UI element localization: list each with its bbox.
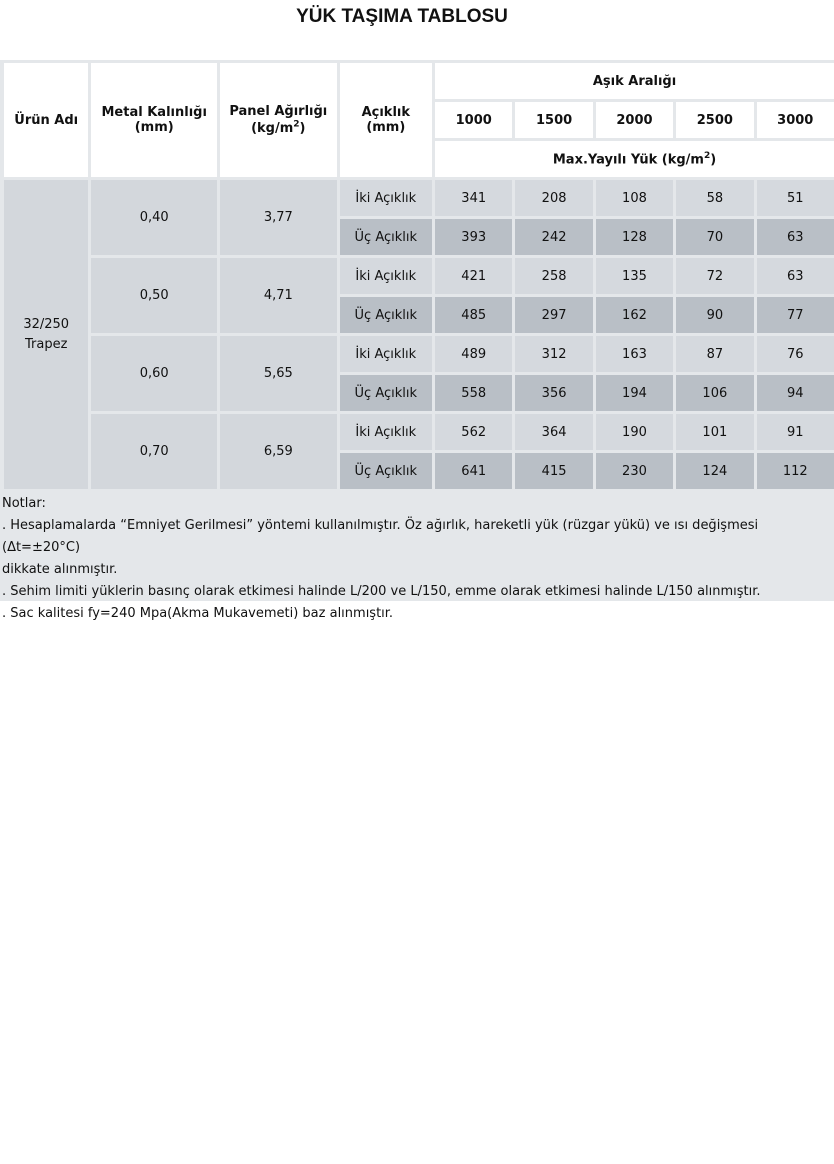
load-cell: 51: [757, 180, 834, 216]
header-panel-unit: $(kg/m^2)$: [251, 119, 306, 136]
product-name: 32/250 Trapez: [4, 180, 88, 489]
note-item: . Sac kalitesi fy=240 Mpa(Akma Mukavemeti) baz alınmıştır.: [2, 606, 394, 621]
span-type-cell: Üç Açıklık: [340, 219, 432, 255]
load-cell: 356: [515, 375, 592, 411]
load-table: [1, 60, 834, 492]
load-cell: 421: [435, 258, 512, 294]
span-type-cell: İki Açıklık: [340, 180, 432, 216]
load-cell: 393: [435, 219, 512, 255]
load-cell: 194: [596, 375, 673, 411]
load-cell: 163: [596, 336, 673, 372]
load-cell: 63: [757, 219, 834, 255]
page-title: YÜK TAŞIMA TABLOSU: [296, 6, 508, 27]
table-row: [4, 414, 834, 450]
header-span: [340, 63, 432, 177]
load-cell: 94: [757, 375, 834, 411]
note-item: dikkate alınmıştır.: [2, 562, 118, 577]
load-cell: 208: [515, 180, 592, 216]
table-row: [4, 180, 834, 216]
header-spacing-1500: 1500: [515, 102, 592, 138]
load-cell: 90: [676, 297, 753, 333]
notes-heading: Notlar:: [2, 496, 46, 511]
load-cell: 58: [676, 180, 753, 216]
span-type-cell: Üç Açıklık: [340, 375, 432, 411]
load-cell: 190: [596, 414, 673, 450]
panel-weight-cell: 5,65: [220, 336, 337, 411]
load-cell: 70: [676, 219, 753, 255]
header-metal-label: Metal Kalınlığı: [101, 105, 207, 120]
header-metal-unit: (mm): [134, 120, 174, 135]
load-cell: 415: [515, 453, 592, 489]
load-cell: 297: [515, 297, 592, 333]
load-cell: 72: [676, 258, 753, 294]
load-table-container: [0, 60, 834, 492]
load-cell: 242: [515, 219, 592, 255]
load-cell: 562: [435, 414, 512, 450]
load-cell: 258: [515, 258, 592, 294]
header-panel-label: Panel Ağırlığı: [229, 104, 328, 120]
note-item: . Hesaplamalarda “Emniyet Gerilmesi” yöntemi kullanılmıştır. Öz ağırlık, hareketli yük (rüzgar yükü) ve ısı değişmesi (Δt=±20°C): [2, 518, 759, 555]
note-item: . Sehim limiti yüklerin basınç olarak etkimesi halinde L/200 ve L/150, emme olarak etkimesi halinde L/150 alınmıştır.: [2, 584, 761, 599]
load-cell: 63: [757, 258, 834, 294]
load-cell: 101: [676, 414, 753, 450]
header-span-unit: (mm): [366, 120, 406, 135]
metal-thickness-cell: 0,50: [91, 258, 217, 333]
header-purlin-spacing: Aşık Aralığı: [435, 63, 834, 99]
span-type-cell: İki Açıklık: [340, 414, 432, 450]
table-row: [4, 258, 834, 294]
load-cell: 162: [596, 297, 673, 333]
span-type-cell: İki Açıklık: [340, 336, 432, 372]
load-cell: 364: [515, 414, 592, 450]
table-row: [4, 336, 834, 372]
panel-weight-cell: 6,59: [220, 414, 337, 489]
load-cell: 87: [676, 336, 753, 372]
metal-thickness-cell: 0,60: [91, 336, 217, 411]
span-type-cell: Üç Açıklık: [340, 297, 432, 333]
load-cell: 76: [757, 336, 834, 372]
header-span-label: Açıklık: [361, 105, 411, 120]
panel-weight-cell: 4,71: [220, 258, 337, 333]
notes-section: [0, 490, 834, 621]
header-spacing-2000: 2000: [596, 102, 673, 138]
header-metal-thickness: [91, 63, 217, 177]
metal-thickness-cell: 0,70: [91, 414, 217, 489]
load-cell: 135: [596, 258, 673, 294]
header-spacing-1000: 1000: [435, 102, 512, 138]
load-cell: 128: [596, 219, 673, 255]
load-cell: 485: [435, 297, 512, 333]
load-cell: 77: [757, 297, 834, 333]
metal-thickness-cell: 0,40: [91, 180, 217, 255]
load-cell: 230: [596, 453, 673, 489]
header-max-load: Max.Yayılı Yük $(kg/m^2)$: [435, 141, 834, 177]
load-cell: 641: [435, 453, 512, 489]
span-type-cell: İki Açıklık: [340, 258, 432, 294]
load-cell: 91: [757, 414, 834, 450]
span-type-cell: Üç Açıklık: [340, 453, 432, 489]
load-cell: 489: [435, 336, 512, 372]
load-cell: 341: [435, 180, 512, 216]
load-cell: 124: [676, 453, 753, 489]
header-panel-weight: [220, 63, 337, 177]
load-cell: 112: [757, 453, 834, 489]
header-product: Ürün Adı: [4, 63, 88, 177]
load-cell: 106: [676, 375, 753, 411]
load-cell: 312: [515, 336, 592, 372]
panel-weight-cell: 3,77: [220, 180, 337, 255]
header-spacing-3000: 3000: [757, 102, 834, 138]
load-cell: 108: [596, 180, 673, 216]
load-cell: 558: [435, 375, 512, 411]
header-spacing-2500: 2500: [676, 102, 753, 138]
